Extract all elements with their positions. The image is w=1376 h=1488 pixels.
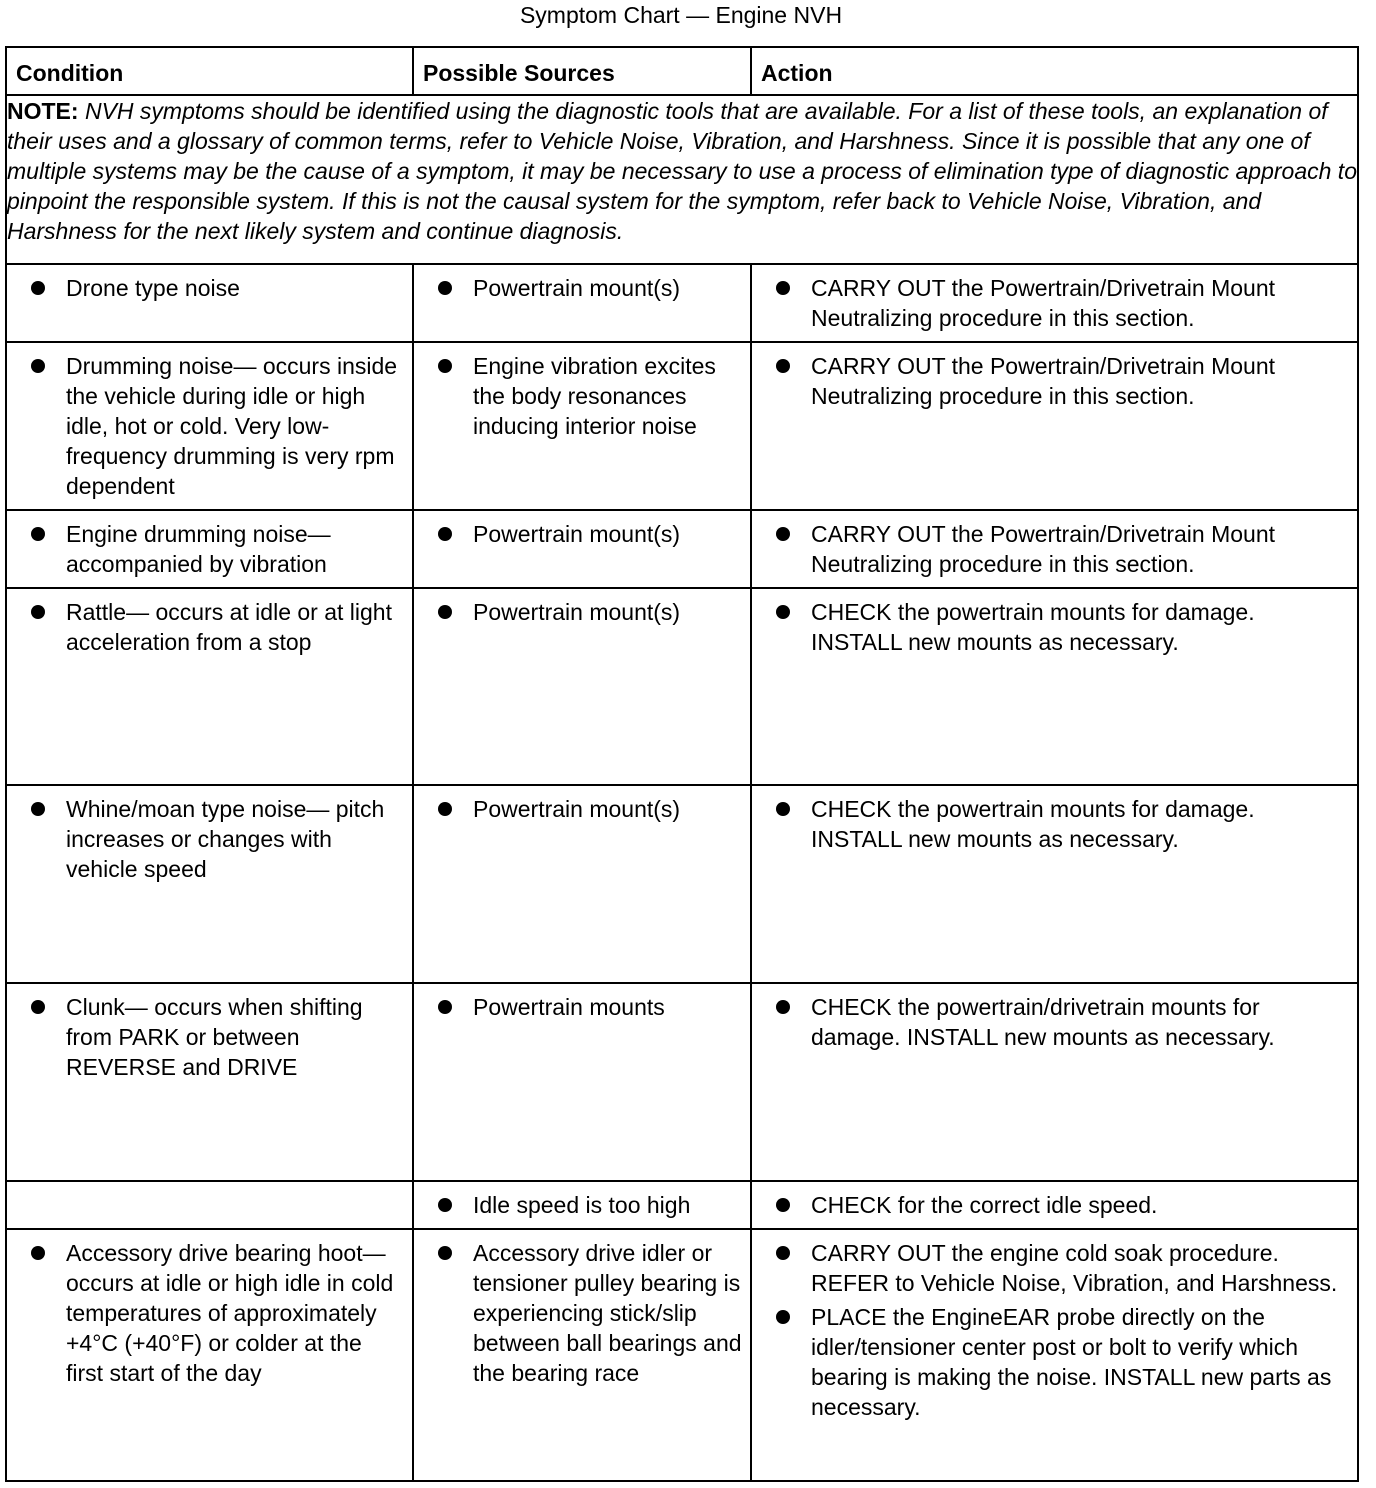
- list-item-text: Engine vibration excites the body resonances inducing interior noise: [473, 353, 716, 439]
- list-item-text: Clunk— occurs when shifting from PARK or between REVERSE and DRIVE: [66, 994, 363, 1080]
- condition-cell: [6, 785, 413, 983]
- list-item: [414, 794, 742, 824]
- condition-header: Condition: [6, 47, 413, 95]
- bullet-icon: [31, 605, 45, 619]
- condition-cell: [6, 264, 413, 342]
- condition-cell: [6, 342, 413, 510]
- bullet-icon: [31, 1000, 45, 1014]
- list-item-text: CARRY OUT the Powertrain/Drivetrain Mount Neutralizing procedure in this section.: [811, 521, 1276, 577]
- condition-cell: [6, 983, 413, 1181]
- bullet-icon: [776, 359, 790, 373]
- bullet-icon: [776, 527, 790, 541]
- list-item-text: Drone type noise: [66, 275, 240, 301]
- bullet-icon: [31, 802, 45, 816]
- list-item: [752, 794, 1349, 854]
- bullet-icon: [438, 1246, 452, 1260]
- bullet-list: [752, 511, 1357, 579]
- bullet-list: [752, 589, 1357, 657]
- list-item-text: CARRY OUT the engine cold soak procedure. REFER to Vehicle Noise, Vibration, and Harshness.: [811, 1240, 1338, 1296]
- list-item: [414, 273, 742, 303]
- action-cell: [751, 510, 1358, 588]
- bullet-list: [752, 1230, 1357, 1422]
- condition-cell: [6, 1181, 413, 1229]
- bullet-icon: [438, 281, 452, 295]
- sources-cell: [413, 264, 751, 342]
- sources-cell: [413, 1181, 751, 1229]
- action-cell: [751, 264, 1358, 342]
- list-item: [414, 992, 742, 1022]
- list-item-text: Powertrain mount(s): [473, 599, 681, 625]
- list-item: [752, 597, 1349, 657]
- action-cell: [751, 588, 1358, 785]
- list-item: [414, 1190, 742, 1220]
- list-item-text: CARRY OUT the Powertrain/Drivetrain Mount Neutralizing procedure in this section.: [811, 353, 1276, 409]
- bullet-list: [414, 786, 750, 824]
- list-item-text: Powertrain mount(s): [473, 275, 681, 301]
- note-row: [6, 95, 1358, 264]
- bullet-list: [414, 984, 750, 1022]
- list-item-text: CHECK the powertrain mounts for damage. INSTALL new mounts as necessary.: [811, 599, 1255, 655]
- list-item: [414, 1238, 742, 1388]
- list-item-text: Drumming noise— occurs inside the vehicle during idle or high idle, hot or cold. Very low-frequency drumming is very rpm dependent: [66, 353, 398, 499]
- list-item: [752, 351, 1349, 411]
- bullet-list: [7, 984, 412, 1082]
- sources-cell: [413, 785, 751, 983]
- condition-cell: [6, 1229, 413, 1481]
- action-cell: [751, 1229, 1358, 1481]
- bullet-list: [752, 786, 1357, 854]
- bullet-list: [752, 984, 1357, 1052]
- bullet-icon: [438, 1198, 452, 1212]
- list-item-text: Accessory drive bearing hoot— occurs at idle or high idle in cold temperatures of approximately +4°C (+40°F) or colder at the first start of the day: [66, 1240, 394, 1386]
- table-row: [6, 1229, 1358, 1481]
- bullet-list: [752, 343, 1357, 411]
- bullet-icon: [438, 802, 452, 816]
- table-row: [6, 785, 1358, 983]
- bullet-icon: [776, 281, 790, 295]
- table-row: [6, 510, 1358, 588]
- list-item: [752, 1302, 1349, 1422]
- table-row: [6, 264, 1358, 342]
- bullet-icon: [776, 1310, 790, 1324]
- bullet-icon: [31, 359, 45, 373]
- sources-header: Possible Sources: [413, 47, 751, 95]
- table-row: [6, 983, 1358, 1181]
- action-header: Action: [751, 47, 1358, 95]
- bullet-list: [414, 589, 750, 627]
- symptom-chart-table: [5, 46, 1359, 1482]
- list-item: [414, 597, 742, 627]
- action-cell: [751, 785, 1358, 983]
- bullet-list: [752, 1182, 1357, 1220]
- bullet-list: [752, 265, 1357, 333]
- list-item-text: CHECK for the correct idle speed.: [811, 1192, 1158, 1218]
- list-item-text: CARRY OUT the Powertrain/Drivetrain Mount Neutralizing procedure in this section.: [811, 275, 1276, 331]
- bullet-icon: [438, 359, 452, 373]
- list-item: [752, 1238, 1349, 1298]
- table-row: [6, 1181, 1358, 1229]
- bullet-icon: [31, 1246, 45, 1260]
- condition-cell: [6, 510, 413, 588]
- list-item: [7, 597, 404, 657]
- bullet-icon: [776, 1246, 790, 1260]
- table-row: [6, 342, 1358, 510]
- sources-cell: [413, 588, 751, 785]
- page-title: Symptom Chart — Engine NVH: [519, 2, 843, 28]
- bullet-list: [414, 511, 750, 549]
- sources-cell: [413, 1229, 751, 1481]
- list-item-text: Engine drumming noise— accompanied by vibration: [66, 521, 331, 577]
- list-item: [7, 794, 404, 884]
- bullet-icon: [776, 605, 790, 619]
- list-item: [7, 992, 404, 1082]
- sources-cell: [413, 510, 751, 588]
- bullet-list: [414, 343, 750, 441]
- bullet-list: [7, 511, 412, 579]
- bullet-list: [414, 265, 750, 303]
- header-row: [6, 47, 1358, 95]
- list-item: [414, 519, 742, 549]
- bullet-icon: [776, 1198, 790, 1212]
- list-item-text: CHECK the powertrain/drivetrain mounts for damage. INSTALL new mounts as necessary.: [811, 994, 1275, 1050]
- condition-cell: [6, 588, 413, 785]
- list-item-text: CHECK the powertrain mounts for damage. INSTALL new mounts as necessary.: [811, 796, 1255, 852]
- bullet-icon: [776, 1000, 790, 1014]
- bullet-icon: [31, 281, 45, 295]
- list-item-text: Whine/moan type noise— pitch increases or changes with vehicle speed: [66, 796, 385, 882]
- list-item: [414, 351, 742, 441]
- bullet-list: [7, 265, 412, 303]
- bullet-list: [414, 1182, 750, 1220]
- bullet-icon: [438, 527, 452, 541]
- list-item: [7, 519, 404, 579]
- bullet-icon: [31, 527, 45, 541]
- note-cell: [6, 95, 1358, 264]
- list-item: [752, 1190, 1349, 1220]
- list-item-text: Accessory drive idler or tensioner pulley bearing is experiencing stick/slip between ball bearings and the bearing race: [473, 1240, 742, 1386]
- note-text: NVH symptoms should be identified using the diagnostic tools that are available. For a list of these tools, an explanation of their uses and a glossary of common terms, refer to Vehicle Noise, Vibration, and Harshness. Since it is possible that any one of multiple systems may be the cause of a symptom, it may be necessary to use a process of elimination type of diagnostic approach to pinpoint the responsible system. If this is not the causal system for the symptom, refer back to Vehicle Noise, Vibration, and Harshness for the next likely system and continue diagnosis.: [7, 98, 1357, 244]
- list-item-text: PLACE the EngineEAR probe directly on the idler/tensioner center post or bolt to verify which bearing is making the noise. INSTALL new parts as necessary.: [811, 1304, 1332, 1420]
- sources-cell: [413, 342, 751, 510]
- list-item-text: Idle speed is too high: [473, 1192, 691, 1218]
- bullet-list: [7, 589, 412, 657]
- list-item: [7, 273, 404, 303]
- list-item: [7, 351, 404, 501]
- action-cell: [751, 983, 1358, 1181]
- bullet-list: [7, 1230, 412, 1388]
- bullet-list: [414, 1230, 750, 1388]
- list-item-text: Powertrain mounts: [473, 994, 665, 1020]
- list-item-text: Rattle— occurs at idle or at light acceleration from a stop: [66, 599, 392, 655]
- list-item: [752, 273, 1349, 333]
- bullet-list: [7, 786, 412, 884]
- list-item: [752, 519, 1349, 579]
- action-cell: [751, 1181, 1358, 1229]
- bullet-list: [7, 343, 412, 501]
- table-row: [6, 588, 1358, 785]
- list-item-text: Powertrain mount(s): [473, 796, 681, 822]
- list-item-text: Powertrain mount(s): [473, 521, 681, 547]
- bullet-icon: [438, 605, 452, 619]
- list-item: [7, 1238, 404, 1388]
- note-label: NOTE:: [7, 98, 79, 124]
- sources-cell: [413, 983, 751, 1181]
- list-item: [752, 992, 1349, 1052]
- bullet-icon: [438, 1000, 452, 1014]
- action-cell: [751, 342, 1358, 510]
- bullet-icon: [776, 802, 790, 816]
